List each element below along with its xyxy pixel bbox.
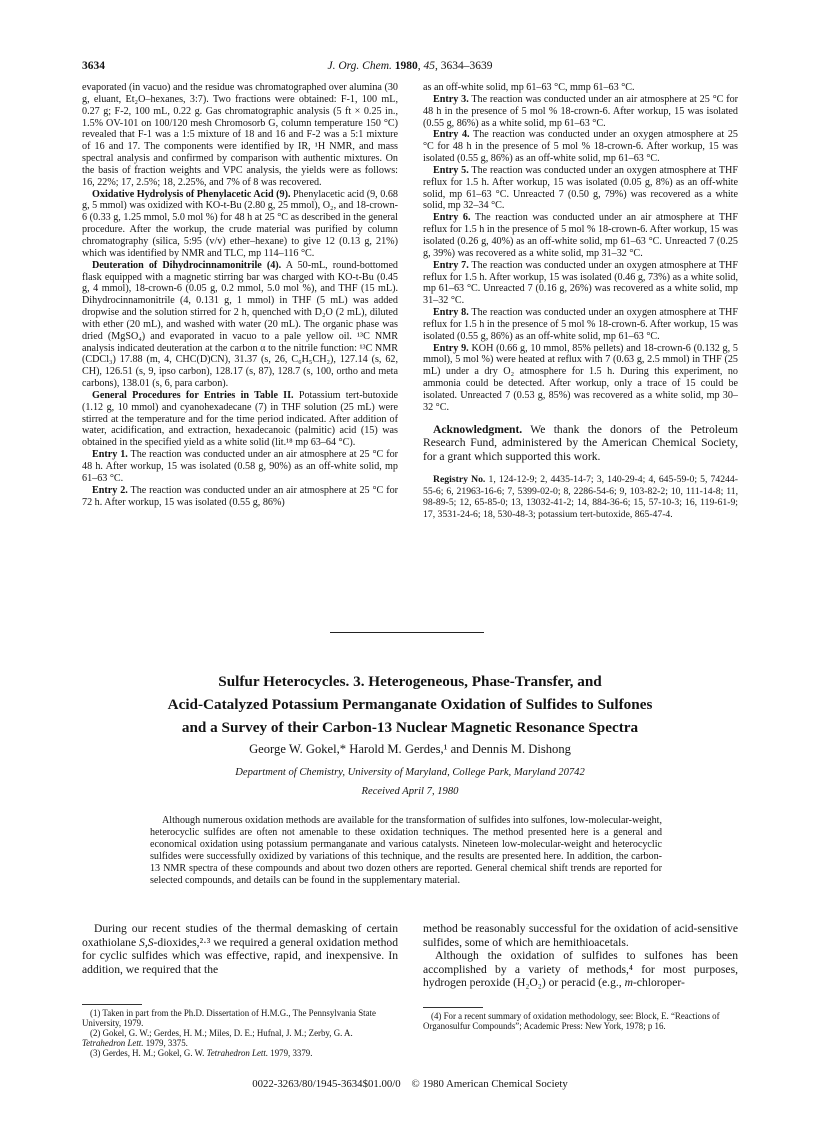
- journal-year: 1980: [394, 60, 418, 72]
- registry-numbers: Registry No. 1, 124-12-9; 2, 4435-14-7; 3, 140-29-4; 4, 645-59-0; 5, 74244-55-6; 6, 21963-16-6; 7, 5399-02-0; 8, 2286-54-6; 9, 103-82-2; 10, 111-14-8; 11, 98-89-5; 12, 65-85-0; 13, 13032-41-2; 14, 884-36-6; 15, 57-10-3; 16, 119-61-9; 17, 3531-24-6; 18, 530-48-3; potassium tert-butoxide, 865-47-4.: [423, 474, 738, 520]
- paragraph: Entry 6. The reaction was conducted under an air atmosphere at THF reflux for 1.5 h in the presence of 5 mol % 18-crown-6. After workup, 15 was isolated (0.26 g, 40%) as an off-white solid, mp 61–63 °C. Unreacted 7 (0.25 g, 39%) was recovered as a white solid, mp 31–32 °C.: [423, 212, 738, 259]
- entry-label: Entry 2.: [92, 484, 128, 496]
- paragraph: Entry 8. The reaction was conducted under an oxygen atmosphere at THF reflux for 1.5 h in the presence of 5 mol % 18-crown-6. After workup, 15 was isolated (0.55 g, 86%) as an off-white solid, mp 61–63 °C.: [423, 307, 738, 342]
- section-heading: Deuteration of Dihydrocinnamonitrile (4).: [92, 259, 282, 271]
- intro-right-column: [423, 922, 738, 990]
- page-header: [82, 60, 738, 76]
- journal-pages: , 3634–3639: [435, 60, 493, 72]
- footnotes-right: [423, 1011, 738, 1031]
- abstract: Although numerous oxidation methods are available for the transformation of sulfides into sulfones, low-molecular-weight, heterocyclic sulfides are often not amenable to these oxidation techniques. The method presented here is a general and economical oxidation using potassium permanganate and various catalysts. Nineteen low-molecular-weight and heterocyclic sulfides were successfully oxidized by variations of this technique, and the results are presented here. In addition, the carbon-13 NMR spectra of these compounds and about two dozen others are reported. General chemical shift trends are reported for selected compounds, and details can be found in the supplementary material.: [150, 815, 662, 886]
- entry-label: Entry 8.: [433, 307, 469, 319]
- paragraph: Although the oxidation of sulfides to sulfones has been accomplished by a variety of methods,⁴ for most purposes, hydrogen peroxide (H₂O₂) or peracid (e.g., m-chloroper-: [423, 949, 738, 989]
- right-column: [423, 82, 738, 520]
- paragraph: method be reasonably successful for the oxidation of acid-sensitive sulfides, some of which are hemithioacetals.: [423, 922, 738, 949]
- copyright-footer: 0022-3263/80/1945-3634$01.00/0 © 1980 American Chemical Society: [252, 1078, 568, 1090]
- paragraph: Entry 9. KOH (0.66 g, 10 mmol, 85% pellets) and 18-crown-6 (0.132 g, 5 mmol), 5 mol %) were heated at reflux with 7 (0.63 g, 2.5 mmol) in THF (25 mL) under a dry O₂ atmosphere for 1.5 h. During this experiment, no ammonia could be detected. After workup, only a trace of 15 could be isolated. Unreacted 7 (0.53 g, 85%) was recovered as a white solid, mp 30–32 °C.: [423, 342, 738, 413]
- entry-label: Entry 5.: [433, 164, 469, 176]
- footnotes-left: [82, 1008, 398, 1058]
- entry-label: Entry 9.: [433, 342, 469, 354]
- paragraph: Entry 5. The reaction was conducted under an oxygen atmosphere at THF reflux for 1.5 h. After workup, 15 was isolated (0.05 g, 8%) as an off-white solid, mp 61–63 °C. Unreacted 7 (0.50 g, 79%) was recovered as a white solid, mp 32–34 °C.: [423, 164, 738, 212]
- left-column: [82, 82, 398, 508]
- paragraph: as an off-white solid, mp 61–63 °C, mmp 61–63 °C.: [423, 82, 635, 93]
- paragraph: During our recent studies of the thermal demasking of certain oxathiolane S,S-dioxides,²·³ we required a general oxidation method for cyclic sulfides which was effective, rapid, and inexpensive. In addition, we required that the: [82, 922, 398, 976]
- received-date: Received April 7, 1980: [361, 786, 459, 797]
- article-title: Sulfur Heterocycles. 3. Heterogeneous, Phase-Transfer, and Acid-Catalyzed Potassium Permanganate Oxidation of Sulfides to Sulfones and a Survey of their Carbon-13 Nuclear Magnetic Resonance Spectra: [167, 673, 653, 736]
- affiliation: Department of Chemistry, University of Maryland, College Park, Maryland 20742: [235, 767, 585, 778]
- footnote: (4) For a recent summary of oxidation methodology, see: Block, E. “Reactions of Organosulfur Compounds”; Academic Press: New York, 1978; p 16.: [423, 1011, 720, 1031]
- paragraph: Entry 1. The reaction was conducted under an air atmosphere at 25 °C for 48 h. After workup, 15 was isolated (0.58 g, 90%) as an off-white solid, mp 61–63 °C.: [82, 449, 398, 484]
- paragraph: evaporated (in vacuo) and the residue was chromatographed over alumina (30 g, eluant, Et₂O–hexanes, 3:7). Two fractions were obtained: F-1, 100 mL, 0.27 g; F-2, 100 mL, 0.22 g. Gas chromatographic analysis (5 ft × 0.25 in., 1.5% OV-101 on 100/120 mesh Chromosorb G, column temperature 150 °C) revealed that F-1 was a 1:5 mixture of 18 and 16 and F-2 was a 5:1 mixture of 16 and 17. The components were identified by IR, ¹H NMR, and mass spectral analysis and confirmed by comparison with authentic mixtures. On the basis of fraction weights and VPC analysis, the yields were as follows: 16, 22%; 17, 2.5%; 18, 2.25%, and 7% of 8 was recovered.: [82, 82, 398, 188]
- paragraph: Oxidative Hydrolysis of Phenylacetic Acid (9). Phenylacetic acid (9, 0.68 g, 5 mmol) was oxidized with KO-t-Bu (2.80 g, 25 mmol), O₂, and 18-crown-6 (0.33 g, 1.25 mmol, 5.0 mol %) for 48 h at 25 °C as described in the general procedure. After the workup, the crude material was purified by column chromatography (silica, 5:95 (v/v) ether–hexane) to give 12 (0.13 g, 21%) which was identified by NMR and TLC, mp 114–116 °C.: [82, 188, 398, 259]
- footnote-rule: [423, 1007, 483, 1008]
- paragraph: Entry 7. The reaction was conducted under an oxygen atmosphere at THF reflux for 1.5 h. After workup, 15 was isolated (0.46 g, 73%) as a white solid, mp 61–63 °C. Unreacted 7 (0.16 g, 26%) was recovered as a white solid, mp 31–32 °C.: [423, 259, 738, 307]
- paragraph: Entry 2. The reaction was conducted under an air atmosphere at 25 °C for 72 h. After workup, 15 was isolated (0.55 g, 86%): [82, 484, 398, 508]
- ack-label: Acknowledgment.: [433, 422, 523, 436]
- entry-label: Entry 4.: [433, 129, 470, 141]
- footnote: (1) Taken in part from the Ph.D. Dissertation of H.M.G., The Pennsylvania State University, 1979.: [82, 1008, 376, 1028]
- section-heading: Oxidative Hydrolysis of Phenylacetic Acid (9).: [92, 188, 291, 200]
- paragraph: Entry 3. The reaction was conducted under an air atmosphere at 25 °C for 48 h in the presence of 5 mol % 18-crown-6. After workup, 15 was isolated (0.55 g, 86%) as a white solid, mp 61–63 °C.: [423, 93, 739, 129]
- entry-label: Entry 1.: [92, 449, 128, 461]
- entry-label: Entry 6.: [433, 212, 471, 224]
- paragraph: Deuteration of Dihydrocinnamonitrile (4). A 50-mL, round-bottomed flask equipped with a magnetic stirring bar was charged with KO-t-Bu (0.45 g, 4 mmol), 18-crown-6 (0.05 g, 0.2 mmol, 5.0 mol %), and THF (15 mL). Dihydrocinnamonitrile (4, 0.131 g, 1 mmol) in THF (5 mL) was added dropwise and the solution stirred for 2 h, quenched with D₂O (2 mL), diluted with ether (20 mL), and washed with water (20 mL). The organic phase was dried (MgSO₄) and evaporated in vacuo to a pale yellow oil. ¹³C NMR analysis indicated deuteration at the carbon α to the nitrile function: ¹³C NMR (CDCl₃) 17.88 (m, 4, CHC(D)CN), 31.37 (s, 26, C₆H₅CH₂), 127.14 (s, 62, CH), 126.51 (s, 9, ipso carbon), 128.17 (s, 87), 128.7 (s, 100, ortho and meta carbons), 138.01 (s, 6, para carbon).: [82, 259, 398, 390]
- page-number: 3634: [82, 60, 105, 72]
- entry-label: Entry 7.: [433, 259, 469, 271]
- section-divider: [330, 632, 484, 633]
- footnote: (2) Gokel, G. W.; Gerdes, H. M.; Miles, D. E.; Hufnal, J. M.; Zerby, G. A. Tetrahedron Lett. 1979, 3375.: [82, 1028, 353, 1048]
- author-list: George W. Gokel,* Harold M. Gerdes,¹ and Dennis M. Dishong: [249, 742, 571, 756]
- journal-volume: 45: [423, 60, 436, 72]
- footnote-rule: [82, 1004, 142, 1005]
- acknowledgment: Acknowledgment. We thank the donors of the Petroleum Research Fund, administered by the American Chemical Society, for a grant which supported this work.: [423, 422, 738, 463]
- intro-left-column: [82, 922, 398, 976]
- journal-reference: J. Org. Chem. 1980, 45, 3634–3639: [327, 60, 493, 72]
- journal-name: J. Org. Chem.: [327, 60, 392, 72]
- section-heading: General Procedures for Entries in Table II.: [92, 389, 294, 401]
- footnote: (3) Gerdes, H. M.; Gokel, G. W. Tetrahedron Lett. 1979, 3379.: [90, 1048, 313, 1058]
- entry-label: Entry 3.: [433, 93, 469, 105]
- paragraph: Entry 4. The reaction was conducted under an oxygen atmosphere at 25 °C for 48 h in the presence of 5 mol % 18-crown-6. After workup, 15 was isolated (0.55 g, 86%) as an off-white solid, mp 61–63 °C.: [423, 129, 738, 165]
- paragraph: General Procedures for Entries in Table II. Potassium tert-butoxide (1.12 g, 10 mmol) and cyanohexadecane (7) in THF solution (25 mL) were stirred at the temperature and for the time period indicated. After addition of water, acidification, and extraction, hexadecanoic (palmitic) acid (15) was obtained in the specified yield as a white solid (lit.¹⁸ mp 63–64 °C).: [82, 389, 398, 449]
- registry-label: Registry No.: [433, 474, 486, 486]
